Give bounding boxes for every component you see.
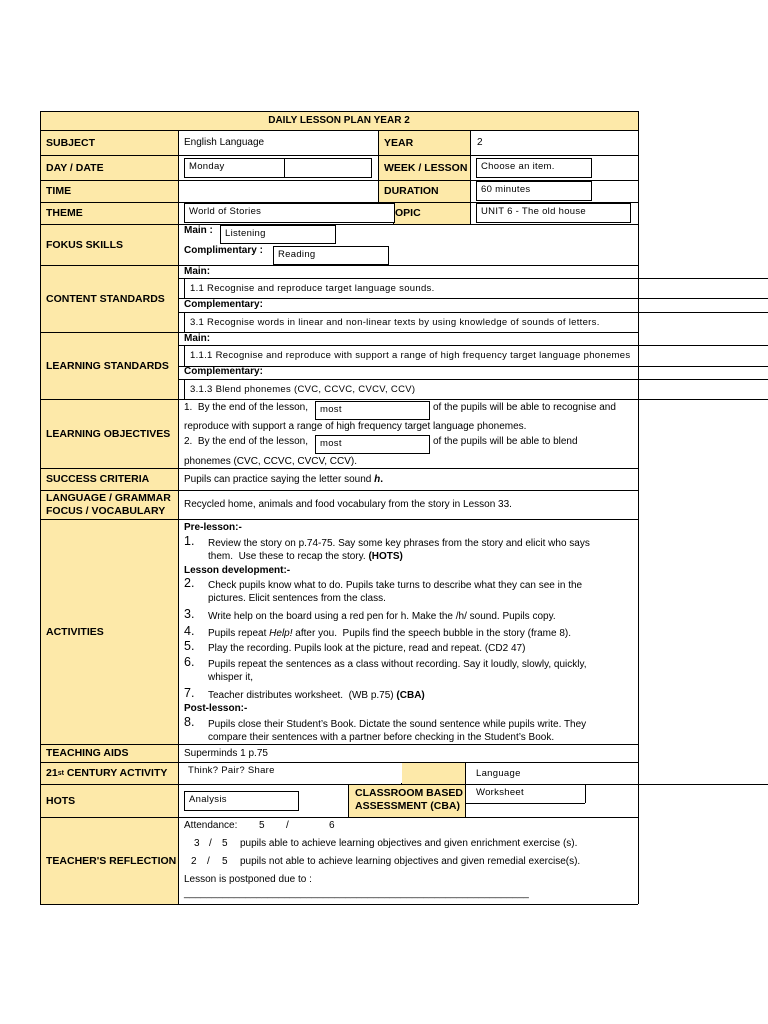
- cs-main-label: Main:: [184, 266, 211, 277]
- able-total: 5: [222, 838, 228, 849]
- theme-label: THEME: [46, 207, 83, 219]
- page-title: DAILY LESSON PLAN YEAR 2: [268, 115, 410, 126]
- duration-field[interactable]: 60 minutes: [476, 181, 592, 201]
- able-slash: /: [209, 838, 212, 849]
- attendance-label: Attendance:: [184, 820, 238, 831]
- activity-item: 8. Pupils close their Student’s Book. Dictate the sound sentence while pupils write. They compare their sentences with a partner before checking in the Student’s Book.: [184, 715, 587, 743]
- objective-1-field[interactable]: most: [315, 401, 430, 420]
- able-text: pupils able to achieve learning objectives and given enrichment exercise (s).: [240, 838, 578, 849]
- main-skill-label: Main :: [184, 225, 213, 236]
- activity-item: 4. Pupils repeat Help! after you. Pupils find the speech bubble in the story (frame 8).: [184, 624, 571, 639]
- postponed-label: Lesson is postponed due to :: [184, 874, 312, 885]
- objective-1-post: of the pupils will be able to recognise and: [433, 402, 616, 413]
- fokus-skills-label: FOKUS SKILLS: [46, 238, 124, 251]
- activity-item: 1. Review the story on p.74-75. Say some key phrases from the story and elicit who says them. Use these to recap the story. (HOTS): [184, 534, 590, 562]
- objective-2-pre: 2. By the end of the lesson,: [184, 436, 308, 447]
- date-field[interactable]: [284, 158, 372, 178]
- notable-count: 2: [191, 856, 197, 867]
- ls-main-label: Main:: [184, 333, 211, 344]
- century-activity-label: 21 st CENTURY ACTIVITY: [46, 767, 168, 779]
- topic-field[interactable]: UNIT 6 - The old house: [476, 203, 631, 223]
- activity-item: 3. Write help on the board using a red pen for h. Make the /h/ sound. Pupils copy.: [184, 607, 556, 622]
- learning-objectives-label: LEARNING OBJECTIVES: [46, 427, 171, 440]
- main-skill-field[interactable]: Listening: [220, 225, 336, 244]
- learning-standards-label: LEARNING STANDARDS: [46, 359, 169, 372]
- activity-item: 6. Pupils repeat the sentences as a class without recording. Say it loudly, slowly, quickly, whisper it,: [184, 655, 587, 683]
- topic-label: OPIC: [395, 207, 421, 219]
- success-criteria-text: Pupils can practice saying the letter sound h .: [184, 473, 383, 485]
- theme-field[interactable]: World of Stories: [184, 203, 395, 223]
- comp-skill-field[interactable]: Reading: [273, 246, 389, 265]
- objective-2-post: of the pupils will be able to blend: [433, 436, 578, 447]
- objective-1-pre: 1. By the end of the lesson,: [184, 402, 308, 413]
- duration-label: DURATION: [384, 185, 439, 197]
- year-label: YEAR: [384, 136, 414, 149]
- success-criteria-label: SUCCESS CRITERIA: [46, 473, 150, 485]
- century-extra-bg: [401, 762, 465, 784]
- ls-comp-label: Complementary:: [184, 366, 263, 377]
- teaching-aids-text: Superminds 1 p.75: [184, 747, 268, 759]
- teachers-reflection-label: TEACHER'S REFLECTION: [46, 854, 177, 867]
- cba-value: Worksheet: [476, 787, 524, 798]
- content-standards-label: CONTENT STANDARDS: [46, 292, 165, 305]
- post-lesson-label: Post-lesson:-: [184, 703, 248, 714]
- century-activity-field[interactable]: Think? Pair? Share: [184, 763, 402, 783]
- notable-total: 5: [222, 856, 228, 867]
- activity-item: 2. Check pupils know what to do. Pupils take turns to describe what they can see in the pictures. Elicit sentences from the class.: [184, 576, 583, 604]
- objective-2-field[interactable]: most: [315, 435, 430, 454]
- day-field[interactable]: Monday: [184, 158, 285, 178]
- hots-label: HOTS: [46, 794, 76, 807]
- lesson-development-label: Lesson development:-: [184, 565, 291, 576]
- cs-comp-text: 3.1 Recognise words in linear and non-linear texts by using knowledge of sounds of letters.: [190, 316, 600, 328]
- notable-text: pupils not able to achieve learning objectives and given remedial exercise(s).: [240, 856, 581, 867]
- objective-1-cont: reproduce with support a range of high frequency target language phonemes.: [184, 421, 527, 432]
- day-date-label: DAY / DATE: [46, 161, 104, 174]
- cba-label: CLASSROOM BASED ASSESSMENT (CBA): [355, 787, 463, 812]
- attendance-present: 5: [259, 820, 265, 831]
- activities-label: ACTIVITIES: [46, 625, 104, 638]
- time-label: TIME: [46, 185, 72, 197]
- language-focus-text: Recycled home, animals and food vocabulary from the story in Lesson 33.: [184, 499, 512, 510]
- subject-value: English Language: [184, 137, 265, 148]
- notable-slash: /: [207, 856, 210, 867]
- able-count: 3: [194, 838, 200, 849]
- attendance-total: 6: [329, 820, 335, 831]
- cs-comp-label: Complementary:: [184, 299, 263, 310]
- teaching-aids-label: TEACHING AIDS: [46, 747, 129, 759]
- week-lesson-dropdown[interactable]: Choose an item.: [476, 158, 592, 178]
- comp-skill-label: Complimentary :: [184, 245, 263, 256]
- activity-item: 5. Play the recording. Pupils look at the picture, read and repeat. (CD2 47): [184, 639, 526, 654]
- postponed-line: ______________________________________________________________: [184, 888, 529, 899]
- year-value: 2: [477, 137, 483, 148]
- cs-main-text: 1.1 Recognise and reproduce target language sounds.: [190, 282, 435, 294]
- century-extra-text: Language: [476, 767, 521, 779]
- objective-2-cont: phonemes (CVC, CCVC, CVCV, CCV).: [184, 456, 358, 467]
- ls-comp-text: 3.1.3 Blend phonemes (CVC, CCVC, CVCV, CCV): [190, 383, 416, 395]
- attendance-slash: /: [286, 820, 289, 831]
- language-focus-label: LANGUAGE / GRAMMAR FOCUS / VOCABULARY: [46, 492, 171, 517]
- pre-lesson-label: Pre-lesson:-: [184, 522, 242, 533]
- activity-item: 7. Teacher distributes worksheet. (WB p.75) (CBA): [184, 686, 425, 701]
- subject-label: SUBJECT: [46, 136, 96, 149]
- ls-main-text: 1.1.1 Recognise and reproduce with support a range of high frequency target language phonemes: [190, 350, 631, 361]
- week-lesson-label: WEEK / LESSON: [384, 161, 468, 174]
- hots-field[interactable]: Analysis: [184, 791, 299, 811]
